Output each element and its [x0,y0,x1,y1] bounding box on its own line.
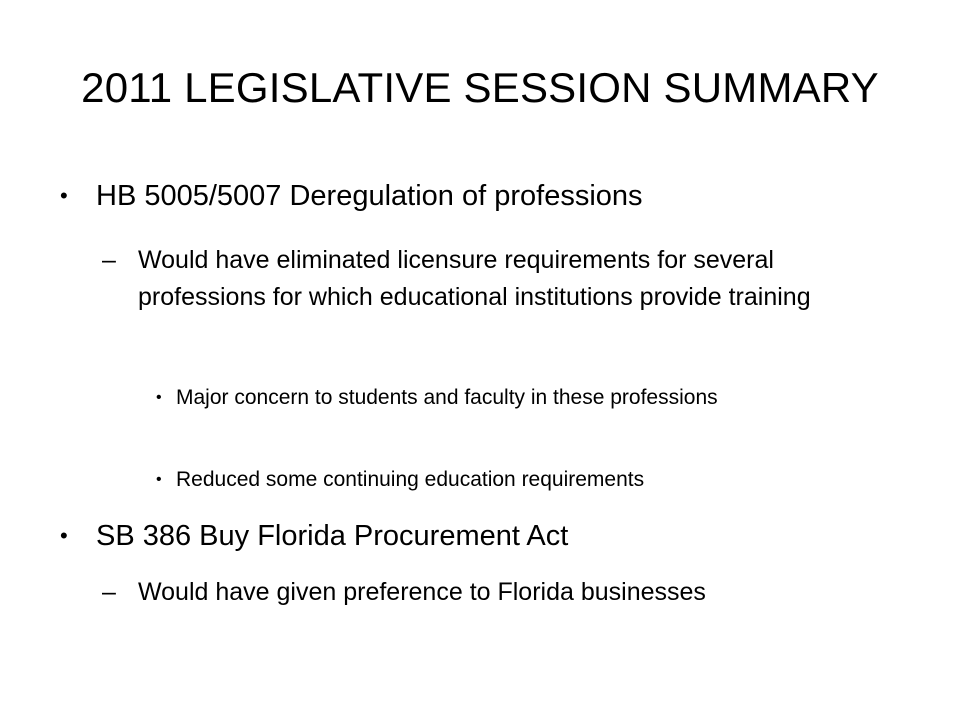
subsubbullet-text: Major concern to students and faculty in these professions [176,386,718,409]
subsubbullet-major-concern [156,382,866,413]
subbullet-licensure [102,242,898,316]
bullet-text: SB 386 Buy Florida Procurement Act [96,520,569,552]
bullet-icon: • [156,389,162,406]
subbullet-text: Would have given preference to Florida businesses [138,578,706,606]
bullet-icon: • [60,523,68,548]
bullet-icon: • [156,471,162,488]
bullet-sb-386 [60,518,569,554]
subsubbullet-continuing-education [156,464,866,495]
subbullet-text: Would have eliminated licensure requirements for several professions for which educational institutions provide training [138,246,811,311]
subbullet-florida-businesses [102,574,898,611]
bullet-hb-5005 [60,178,643,214]
slide-title: 2011 LEGISLATIVE SESSION SUMMARY [81,64,879,111]
bullet-icon: • [60,183,68,208]
bullet-text: HB 5005/5007 Deregulation of professions [96,180,643,212]
subsubbullet-text: Reduced some continuing education requirements [176,468,645,491]
dash-icon: – [102,578,116,606]
dash-icon: – [102,246,116,274]
